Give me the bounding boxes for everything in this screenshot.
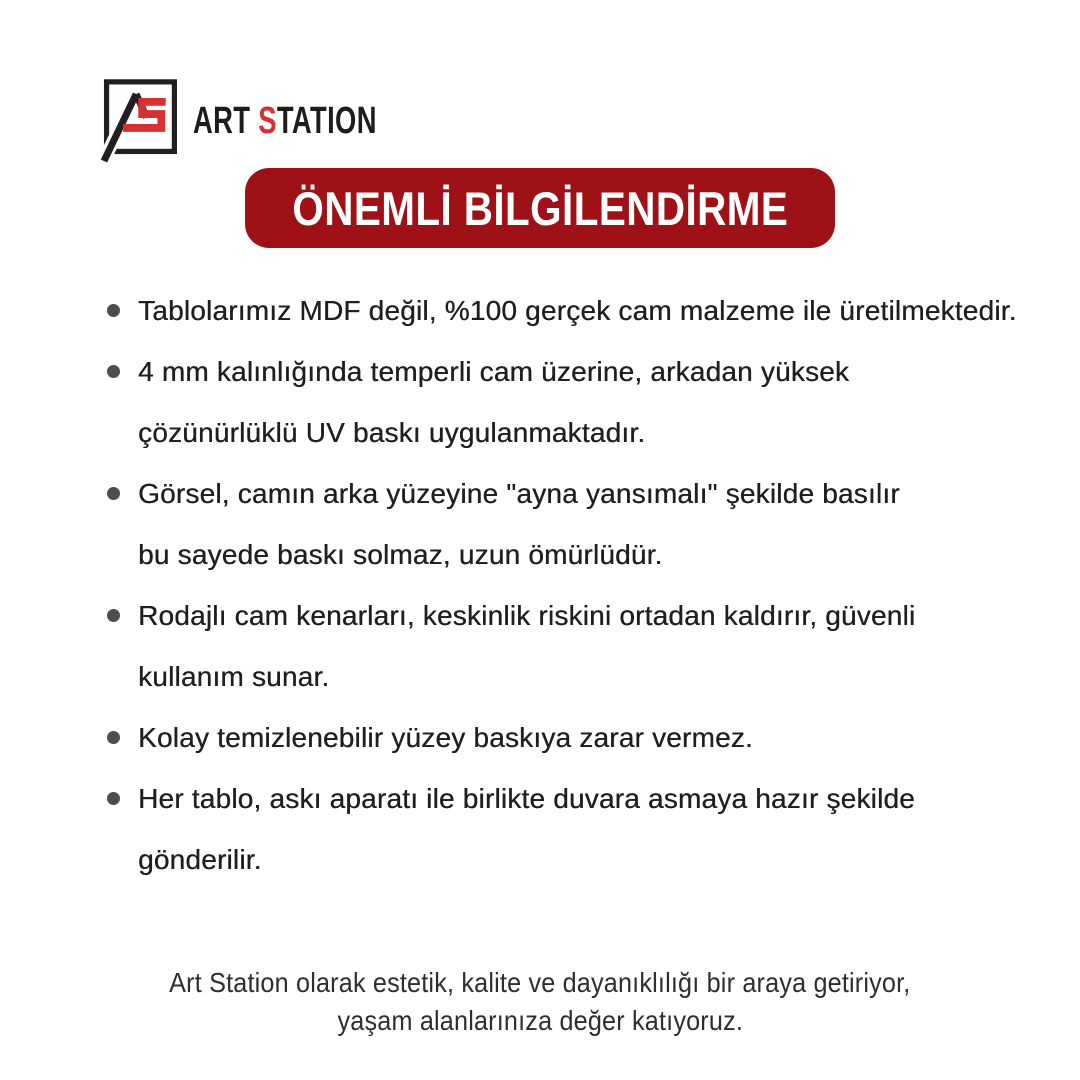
bullet-dot-icon xyxy=(107,609,120,622)
brand-wordmark xyxy=(193,100,377,143)
bullet-line: Kolay temizlenebilir yüzey baskıya zarar vermez. xyxy=(138,722,753,753)
bullet-dot-icon xyxy=(107,365,120,378)
bullet-line: çözünürlüklü UV baskı uygulanmaktadır. xyxy=(138,417,646,448)
info-list xyxy=(95,280,1035,890)
brand-prefix: ART xyxy=(193,99,259,142)
footer-line-1: Art Station olarak estetik, kalite ve dayanıklılığı bir araya getiriyor, xyxy=(169,967,911,998)
bullet-line: Rodajlı cam kenarları, keskinlik riskini ortadan kaldırır, güvenli xyxy=(138,600,916,631)
bullet-line: gönderilir. xyxy=(138,844,262,875)
footer-line-2: yaşam alanlarınıza değer katıyoruz. xyxy=(337,1005,743,1036)
bullet-line: Görsel, camın arka yüzeyine "ayna yansımalı" şekilde basılır xyxy=(138,478,900,509)
important-info-banner xyxy=(245,168,835,248)
list-item xyxy=(95,585,1035,707)
bullet-dot-icon xyxy=(107,487,120,500)
bullet-dot-icon xyxy=(107,792,120,805)
list-item xyxy=(95,341,1035,463)
list-item xyxy=(95,768,1035,890)
brand-accent-letter: S xyxy=(258,99,277,142)
bullet-line: kullanım sunar. xyxy=(138,661,330,692)
banner-title: ÖNEMLİ BİLGİLENDİRME xyxy=(292,181,788,235)
header-logo xyxy=(97,78,448,164)
list-item xyxy=(95,463,1035,585)
bullet-line: Her tablo, askı aparatı ile birlikte duvara asmaya hazır şekilde xyxy=(138,783,915,814)
bullet-line: Tablolarımız MDF değil, %100 gerçek cam malzeme ile üretilmektedir. xyxy=(138,295,1017,326)
brand-suffix: TATION xyxy=(276,99,377,142)
footer-tagline xyxy=(0,964,1080,1040)
list-item xyxy=(95,280,1035,341)
bullet-line: bu sayede baskı solmaz, uzun ömürlüdür. xyxy=(138,539,663,570)
bullet-line: 4 mm kalınlığında temperli cam üzerine, arkadan yüksek xyxy=(138,356,850,387)
bullet-dot-icon xyxy=(107,731,120,744)
as-monogram-icon xyxy=(97,78,177,164)
bullet-dot-icon xyxy=(107,304,120,317)
list-item xyxy=(95,707,1035,768)
